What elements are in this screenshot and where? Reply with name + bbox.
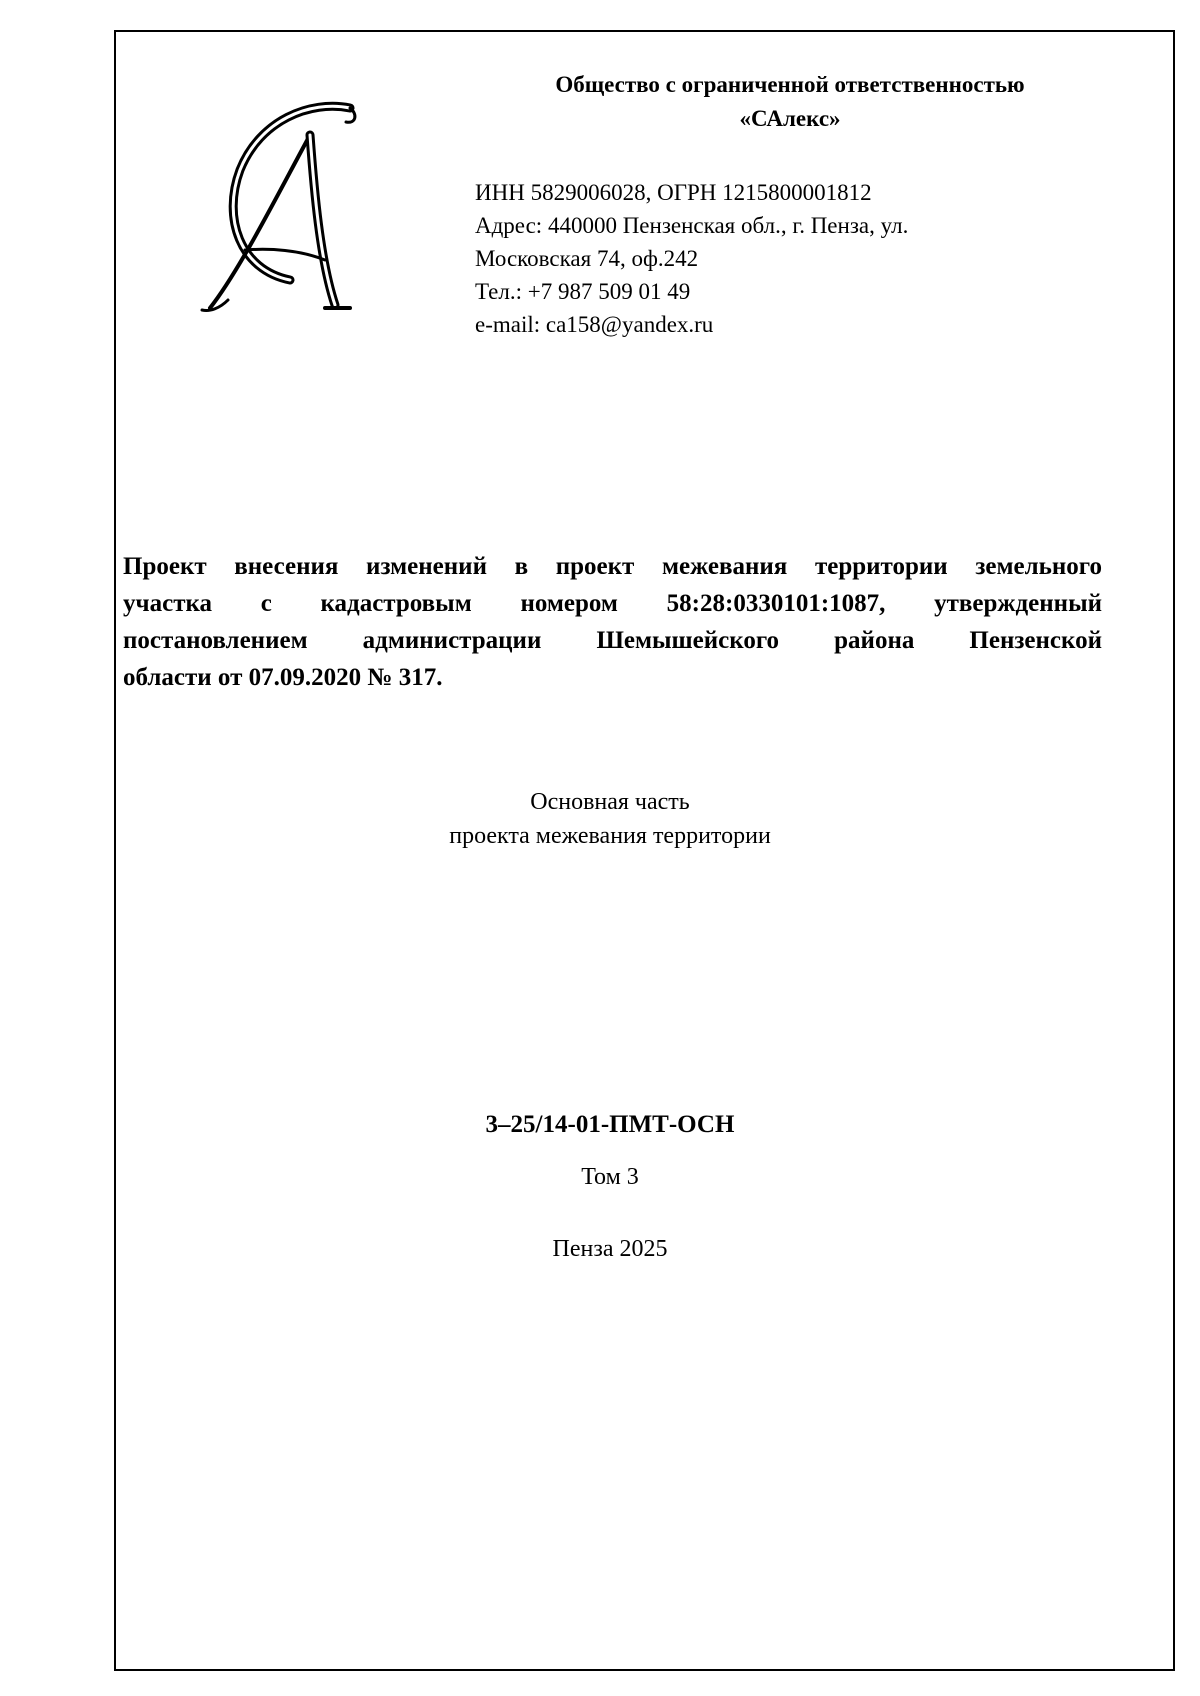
- company-logo: [200, 100, 380, 315]
- project-title: [123, 548, 1102, 696]
- project-title-line: Проект внесения изменений в проект межевания территории земельного: [123, 553, 1102, 580]
- email: e-mail: ca158@yandex.ru: [475, 312, 714, 337]
- document-code: 3–25/14-01-ПМТ-ОСН: [485, 1111, 735, 1138]
- organization-name: [500, 68, 1080, 136]
- part-caption: [300, 785, 920, 853]
- inn-ogrn: ИНН 5829006028, ОГРН 1215800001812: [475, 180, 872, 205]
- part-caption-line1: Основная часть: [530, 789, 690, 815]
- project-title-line: области от 07.09.2020 № 317.: [123, 664, 443, 691]
- address-line1: Адрес: 440000 Пензенская обл., г. Пенза, ул.: [475, 213, 909, 238]
- project-title-line: участка с кадастровым номером 58:28:0330101:1087, утвержденный: [123, 590, 1102, 617]
- company-requisites: [475, 176, 1035, 341]
- organization-name-line2: «САлекс»: [739, 106, 841, 131]
- address-line2: Московская 74, оф.242: [475, 246, 699, 271]
- volume-number: Том 3: [581, 1164, 639, 1190]
- part-caption-line2: проекта межевания территории: [449, 823, 771, 849]
- city-year: Пенза 2025: [552, 1236, 668, 1262]
- phone: Тел.: +7 987 509 01 49: [475, 279, 691, 304]
- organization-name-line1: Общество с ограниченной ответственностью: [555, 72, 1025, 97]
- project-title-line: постановлением администрации Шемышейского района Пензенской: [123, 627, 1102, 654]
